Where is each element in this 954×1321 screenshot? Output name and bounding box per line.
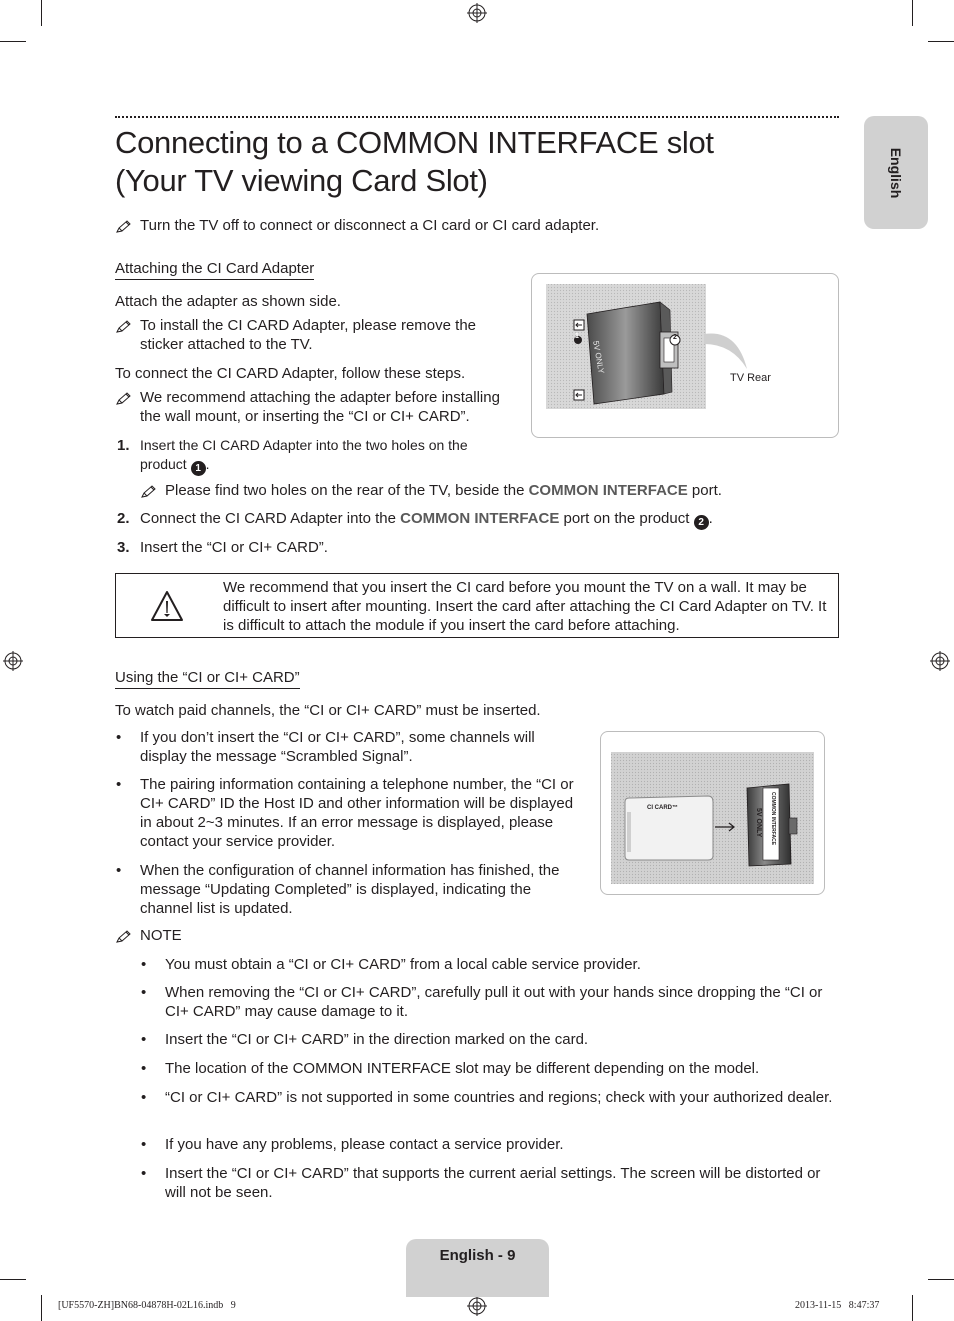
slot-label-common-interface: COMMON INTERFACE (770, 792, 776, 846)
bullet-icon: • (116, 862, 122, 879)
intro-note-text: Turn the TV off to connect or disconnect a CI card or CI card adapter. (140, 217, 600, 234)
page-title (115, 124, 835, 200)
title-rule (115, 116, 839, 118)
ci-card-illustration (601, 732, 824, 894)
bullet-icon: • (141, 984, 147, 1001)
language-tab (864, 116, 928, 229)
tv-rear-figure (531, 273, 839, 438)
page-title-line1: Connecting to a COMMON INTERFACE slot (115, 125, 714, 160)
section-heading-using (115, 668, 300, 687)
connect-paragraph: To connect the CI CARD Adapter, follow these steps. (115, 365, 466, 382)
note-pencil-icon (140, 484, 158, 500)
warning-text: We recommend that you insert the CI card before you mount the TV on a wall. It may be difficult to insert after mounting. Insert the card after attaching the CI Card Adapter on TV. It is difficult to attach the module if you insert the card before attaching. (223, 579, 827, 634)
section-heading-attaching (115, 259, 314, 278)
wall-mount-note: We recommend attaching the adapter before installing the wall mount, or inserting the “CI or CI+ CARD”. (140, 389, 500, 425)
list-item: When removing the “CI or CI+ CARD”, carefully pull it out with your hands since dropping the “CI or CI+ CARD” may cause damage to it. (165, 984, 823, 1020)
ci-card-figure (600, 731, 825, 895)
tv-rear-illustration (532, 274, 838, 437)
warning-box (115, 573, 839, 638)
bullet-icon: • (116, 729, 122, 746)
ci-card-label: CI CARD™ (647, 805, 678, 811)
sticker-note: To install the CI CARD Adapter, please remove the sticker attached to the TV. (140, 317, 477, 353)
bullet-icon: • (141, 1031, 147, 1048)
page-title-line2: (Your TV viewing Card Slot) (115, 163, 488, 198)
registration-mark-bottom (467, 1296, 487, 1316)
marker-1-figure: 1 (575, 333, 579, 340)
print-file-info: [UF5570-ZH]BN68-04878H-02L16.indb 9 (58, 1300, 236, 1311)
bullet-icon: • (141, 1165, 147, 1182)
page-number-tab (406, 1239, 549, 1297)
list-item: If you don’t insert the “CI or CI+ CARD”, some channels will display the message “Scrambled Signal”. (140, 729, 535, 765)
marker-1-icon: 1 (191, 461, 206, 476)
step-number-3: 3. (117, 539, 130, 556)
list-item: If you have any problems, please contact a service provider. (165, 1136, 564, 1153)
page-number-label: English - 9 (439, 1247, 516, 1264)
bullet-icon: • (141, 1136, 147, 1153)
list-item: Insert the “CI or CI+ CARD” that supports the current aerial settings. The screen will be distorted or will not be seen. (165, 1165, 821, 1201)
note-label: NOTE (140, 927, 182, 944)
step-1-note: Please find two holes on the rear of the TV, beside the COMMON INTERFACE port. (165, 482, 722, 499)
print-date-info: 2013-11-15 8:47:37 (795, 1300, 880, 1311)
language-tab-label: English (888, 147, 904, 199)
step-3-text: Insert the “CI or CI+ CARD”. (140, 539, 328, 556)
note-pencil-icon (115, 391, 133, 407)
registration-mark-right (930, 651, 950, 671)
step-1-text: Insert the CI CARD Adapter into the two holes on the product 1 . (140, 437, 468, 474)
bullet-icon: • (141, 1089, 147, 1106)
warning-triangle-icon (149, 589, 185, 623)
attach-paragraph: Attach the adapter as shown side. (115, 293, 341, 310)
list-item: When the configuration of channel information has finished, the message “Updating Completed” is displayed, indicating the channel list is updated. (140, 862, 560, 917)
paid-channels-paragraph: To watch paid channels, the “CI or CI+ CARD” must be inserted. (115, 702, 541, 719)
step-number-1: 1. (117, 437, 130, 454)
note-pencil-icon (115, 219, 133, 235)
list-item: The location of the COMMON INTERFACE slot may be different depending on the model. (165, 1060, 760, 1077)
section-heading-attaching-text: Attaching the CI Card Adapter (115, 260, 314, 280)
tv-rear-label: TV Rear (730, 372, 771, 384)
list-item: “CI or CI+ CARD” is not supported in some countries and regions; check with your authorized dealer. (165, 1089, 833, 1106)
step-2-text: Connect the CI CARD Adapter into the COMMON INTERFACE port on the product 2 . (140, 510, 713, 528)
marker-2-icon: 2 (694, 515, 709, 530)
note-pencil-icon (115, 319, 133, 335)
section-heading-using-text: Using the “CI or CI+ CARD” (115, 669, 300, 689)
bullet-icon: • (141, 1060, 147, 1077)
list-item: You must obtain a “CI or CI+ CARD” from a local cable service provider. (165, 956, 641, 973)
adapter-label-5v: 5V ONLY (591, 340, 606, 375)
note-pencil-icon (115, 929, 133, 945)
step-number-2: 2. (117, 510, 130, 527)
registration-mark-top (467, 3, 487, 23)
registration-mark-left (3, 651, 23, 671)
marker-2-figure: 2 (673, 334, 677, 341)
list-item: Insert the “CI or CI+ CARD” in the direction marked on the card. (165, 1031, 589, 1048)
slot-label-5v: 5V ONLY (755, 808, 762, 838)
list-item: The pairing information containing a telephone number, the “CI or CI+ CARD” ID the Host ID and other information will be displayed in about 2~3 minutes. If an error message is displayed, please contact your service provider. (140, 776, 574, 850)
bullet-icon: • (141, 956, 147, 973)
bullet-icon: • (116, 776, 122, 793)
